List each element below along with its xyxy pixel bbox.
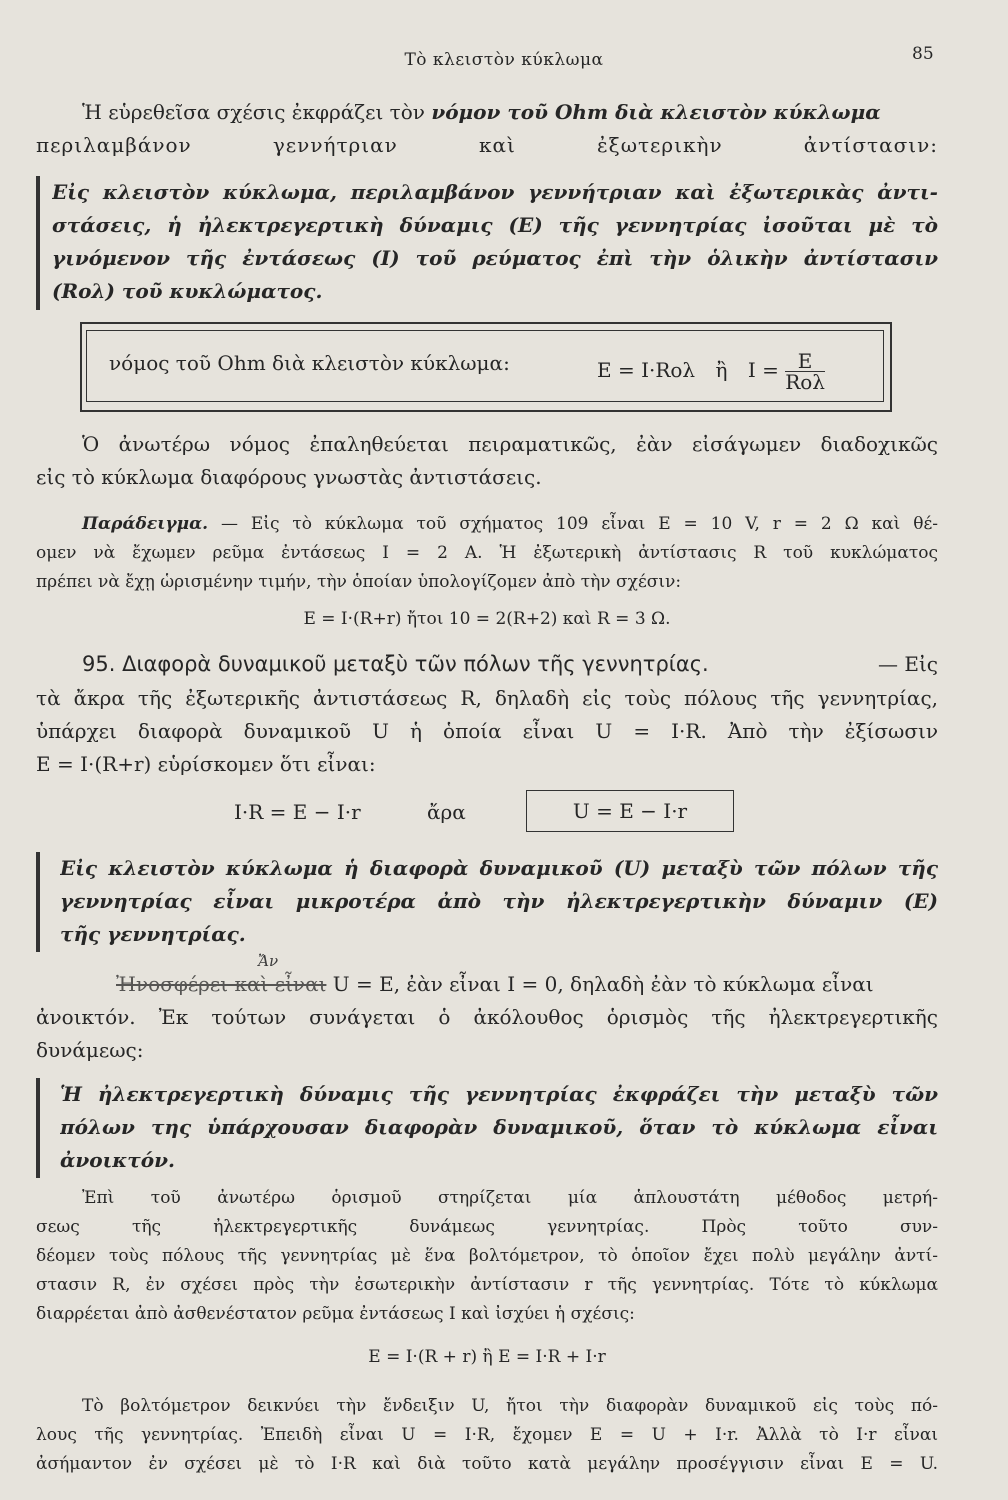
example-equation: E = I·(R+r) ἤτοι 10 = 2(R+2) καὶ R = 3 Ω. <box>303 609 671 629</box>
measurement-equation: E = I·(R + r) ἢ E = I·R + I·r <box>368 1347 606 1367</box>
struck-text: Ἠνοσφέρει καὶ εἶναι <box>116 972 327 996</box>
running-header: Τὸ κλειστὸν κύκλωμα <box>404 50 604 70</box>
formula-fraction <box>785 351 825 392</box>
formula-eq1: E = I·Rολ <box>597 358 696 382</box>
derivation-equation: I·R = E − I·r ἄρα <box>234 800 466 824</box>
open-circuit-paragraph: Ἠνοσφέρει καὶ εἶναι U = E, ἐὰν εἶναι I = 0, δηλαδὴ ἐὰν τὸ κύκλωμα εἶναι ἀνοικτόν. Ἐκ τούτων συνάγεται ὁ ἀκόλουθος ὁρισμὸς τῆς ἠλεκτρεγερτικῆς δυνάμεως: <box>36 968 938 1067</box>
fraction-numerator: E <box>785 351 825 372</box>
example-block: Παράδειγμα. — Εἰς τὸ κύκλωμα τοῦ σχήματος 109 εἶναι E = 10 V, r = 2 Ω καὶ θέ- ομεν νὰ ἔχωμεν ρεῦμα ἐντάσεως I = 2 A. Ἡ ἐξωτερικὴ ἀντίστασις R τοῦ κυκλώματος πρέπει νὰ ἔχῃ ὡρισμένην τιμήν, τὴν ὁποίαν ὑπολογίζομεν ἀπὸ τὴν σχέσιν: E = I·(R+r) ἤτοι 10 = 2(R+2) καὶ R = 3 Ω. <box>36 510 938 634</box>
intro-paragraph <box>36 96 938 162</box>
formula-label: νόμος τοῦ Ohm διὰ κλειστὸν κύκλωμα: <box>109 351 510 375</box>
emf-definition: Ἡ ἠλεκτρεγερτικὴ δύναμις τῆς γεννητρίας ἐκφράζει τὴν μεταξὺ τῶν πόλων της ὑπάρχουσαν διαφορὰν δυναμικοῦ, ὅταν τὸ κύκλωμα εἶναι ἀνοικτόν. <box>60 1082 938 1172</box>
section-95-title: 95. Διαφορὰ δυναμικοῦ μεταξὺ τῶν πόλων τῆς γεννητρίας. <box>82 652 709 676</box>
intro-line-2: περιλαμβάνον γεννήτριαν καὶ ἐξωτερικὴν ἀντίστασιν: <box>36 133 938 157</box>
formula-or: ἢ <box>715 358 728 382</box>
handwritten-correction: Ἄν <box>258 952 279 970</box>
law-name: νόμον τοῦ Ohm διὰ κλειστὸν κύκλωμα <box>431 100 881 124</box>
example-label: Παράδειγμα. <box>82 514 209 534</box>
rule-bar-1 <box>36 176 40 310</box>
potential-difference-statement: Εἰς κλειστὸν κύκλωμα ἡ διαφορὰ δυναμικοῦ (U) μεταξὺ τῶν πόλων τῆς γεννητρίας εἶναι μικροτέρα ἀπὸ τὴν ἠλεκτρεγερτικὴν δύναμιν (E) τῆς γεννητρίας. <box>60 856 938 946</box>
formula-eq2-left: I = <box>747 358 779 382</box>
intro-line-1: Ἡ εὑρεθεῖσα σχέσις ἐκφράζει τὸν νόμον τοῦ Ohm διὰ κλειστὸν κύκλωμα <box>82 100 881 124</box>
law-statement: Εἰς κλειστὸν κύκλωμα, περιλαμβάνον γεννήτριαν καὶ ἐξωτερικὰς ἀντι- στάσεις, ἡ ἠλεκτρεγερτικὴ δύναμις (E) τῆς γεννητρίας ἰσοῦται μὲ τὸ γινόμενον τῆς ἐντάσεως (I) τοῦ ρεύματος ἐπὶ τὴν ὁλικὴν ἀντίστασιν (Rολ) τοῦ κυκλώματος. <box>52 180 938 303</box>
rule-bar-2 <box>36 852 40 952</box>
voltmeter-paragraph: Τὸ βολτόμετρον δεικνύει τὴν ἔνδειξιν U, ἤτοι τὴν διαφορὰν δυναμικοῦ εἰς τοὺς πό- λους τῆς γεννητρίας. Ἐπειδὴ εἶναι U = I·R, ἔχομεν E = U + I·r. Ἀλλὰ τὸ I·r εἶναι ἀσήμαντον ἐν σχέσει μὲ τὸ I·R καὶ διὰ τοῦτο κατὰ μεγάλην προσέγγισιν εἶναι E = U. <box>36 1396 938 1474</box>
rule-bar-3 <box>36 1078 40 1178</box>
verification-paragraph: Ὁ ἀνωτέρω νόμος ἐπαληθεύεται πειραματικῶς, ἐὰν εἰσάγωμεν διαδοχικῶς εἰς τὸ κύκλωμα διαφόρους γνωστὰς ἀντιστάσεις. <box>36 432 938 489</box>
result-box: U = E − I·r <box>526 790 734 832</box>
page-number: 85 <box>912 44 934 64</box>
section-95: 95. Διαφορὰ δυναμικοῦ μεταξὺ τῶν πόλων τῆς γεννητρίας. — Εἰς τὰ ἄκρα τῆς ἐξωτερικῆς ἀντιστάσεως R, δηλαδὴ εἰς τοὺς πόλους τῆς γεννητρίας, ὑπάρχει διαφορὰ δυναμικοῦ U ἡ ὁποία εἶναι U = I·R. Ἀπὸ τὴν ἐξίσωσιν E = I·(R+r) εὑρίσκομεν ὅτι εἶναι: <box>36 646 938 781</box>
measurement-paragraph: Ἐπὶ τοῦ ἀνωτέρω ὁρισμοῦ στηρίζεται μία ἁπλουστάτη μέθοδος μετρή- σεως τῆς ἠλεκτρεγερτικῆς δυνάμεως γεννητρίας. Πρὸς τοῦτο συν- δέομεν τοὺς πόλους τῆς γεννητρίας μὲ ἕνα βολτόμετρον, τὸ ὁποῖον ἔχει πολὺ μεγάλην ἀντί- στασιν R, ἐν σχέσει πρὸς τὴν ἐσωτερικὴν ἀντίστασιν r τῆς γεννητρίας. Τότε τὸ κύκλωμα διαρρέεται ἀπὸ ἀσθενέστατον ρεῦμα ἐντάσεως I καὶ ἰσχύει ἡ σχέσις: E = I·(R + r) ἢ E = I·R + I·r <box>36 1184 938 1372</box>
section-95-heading-line: 95. Διαφορὰ δυναμικοῦ μεταξὺ τῶν πόλων τῆς γεννητρίας. — Εἰς <box>82 652 938 676</box>
fraction-denominator: Rολ <box>785 370 825 394</box>
open-circuit-line-1: Ἠνοσφέρει καὶ εἶναι U = E, ἐὰν εἶναι I = 0, δηλαδὴ ἐὰν τὸ κύκλωμα εἶναι <box>116 972 874 996</box>
example-line-1: Παράδειγμα. — Εἰς τὸ κύκλωμα τοῦ σχήματος 109 εἶναι E = 10 V, r = 2 Ω καὶ θέ- <box>82 514 938 534</box>
formula-box <box>86 330 884 402</box>
